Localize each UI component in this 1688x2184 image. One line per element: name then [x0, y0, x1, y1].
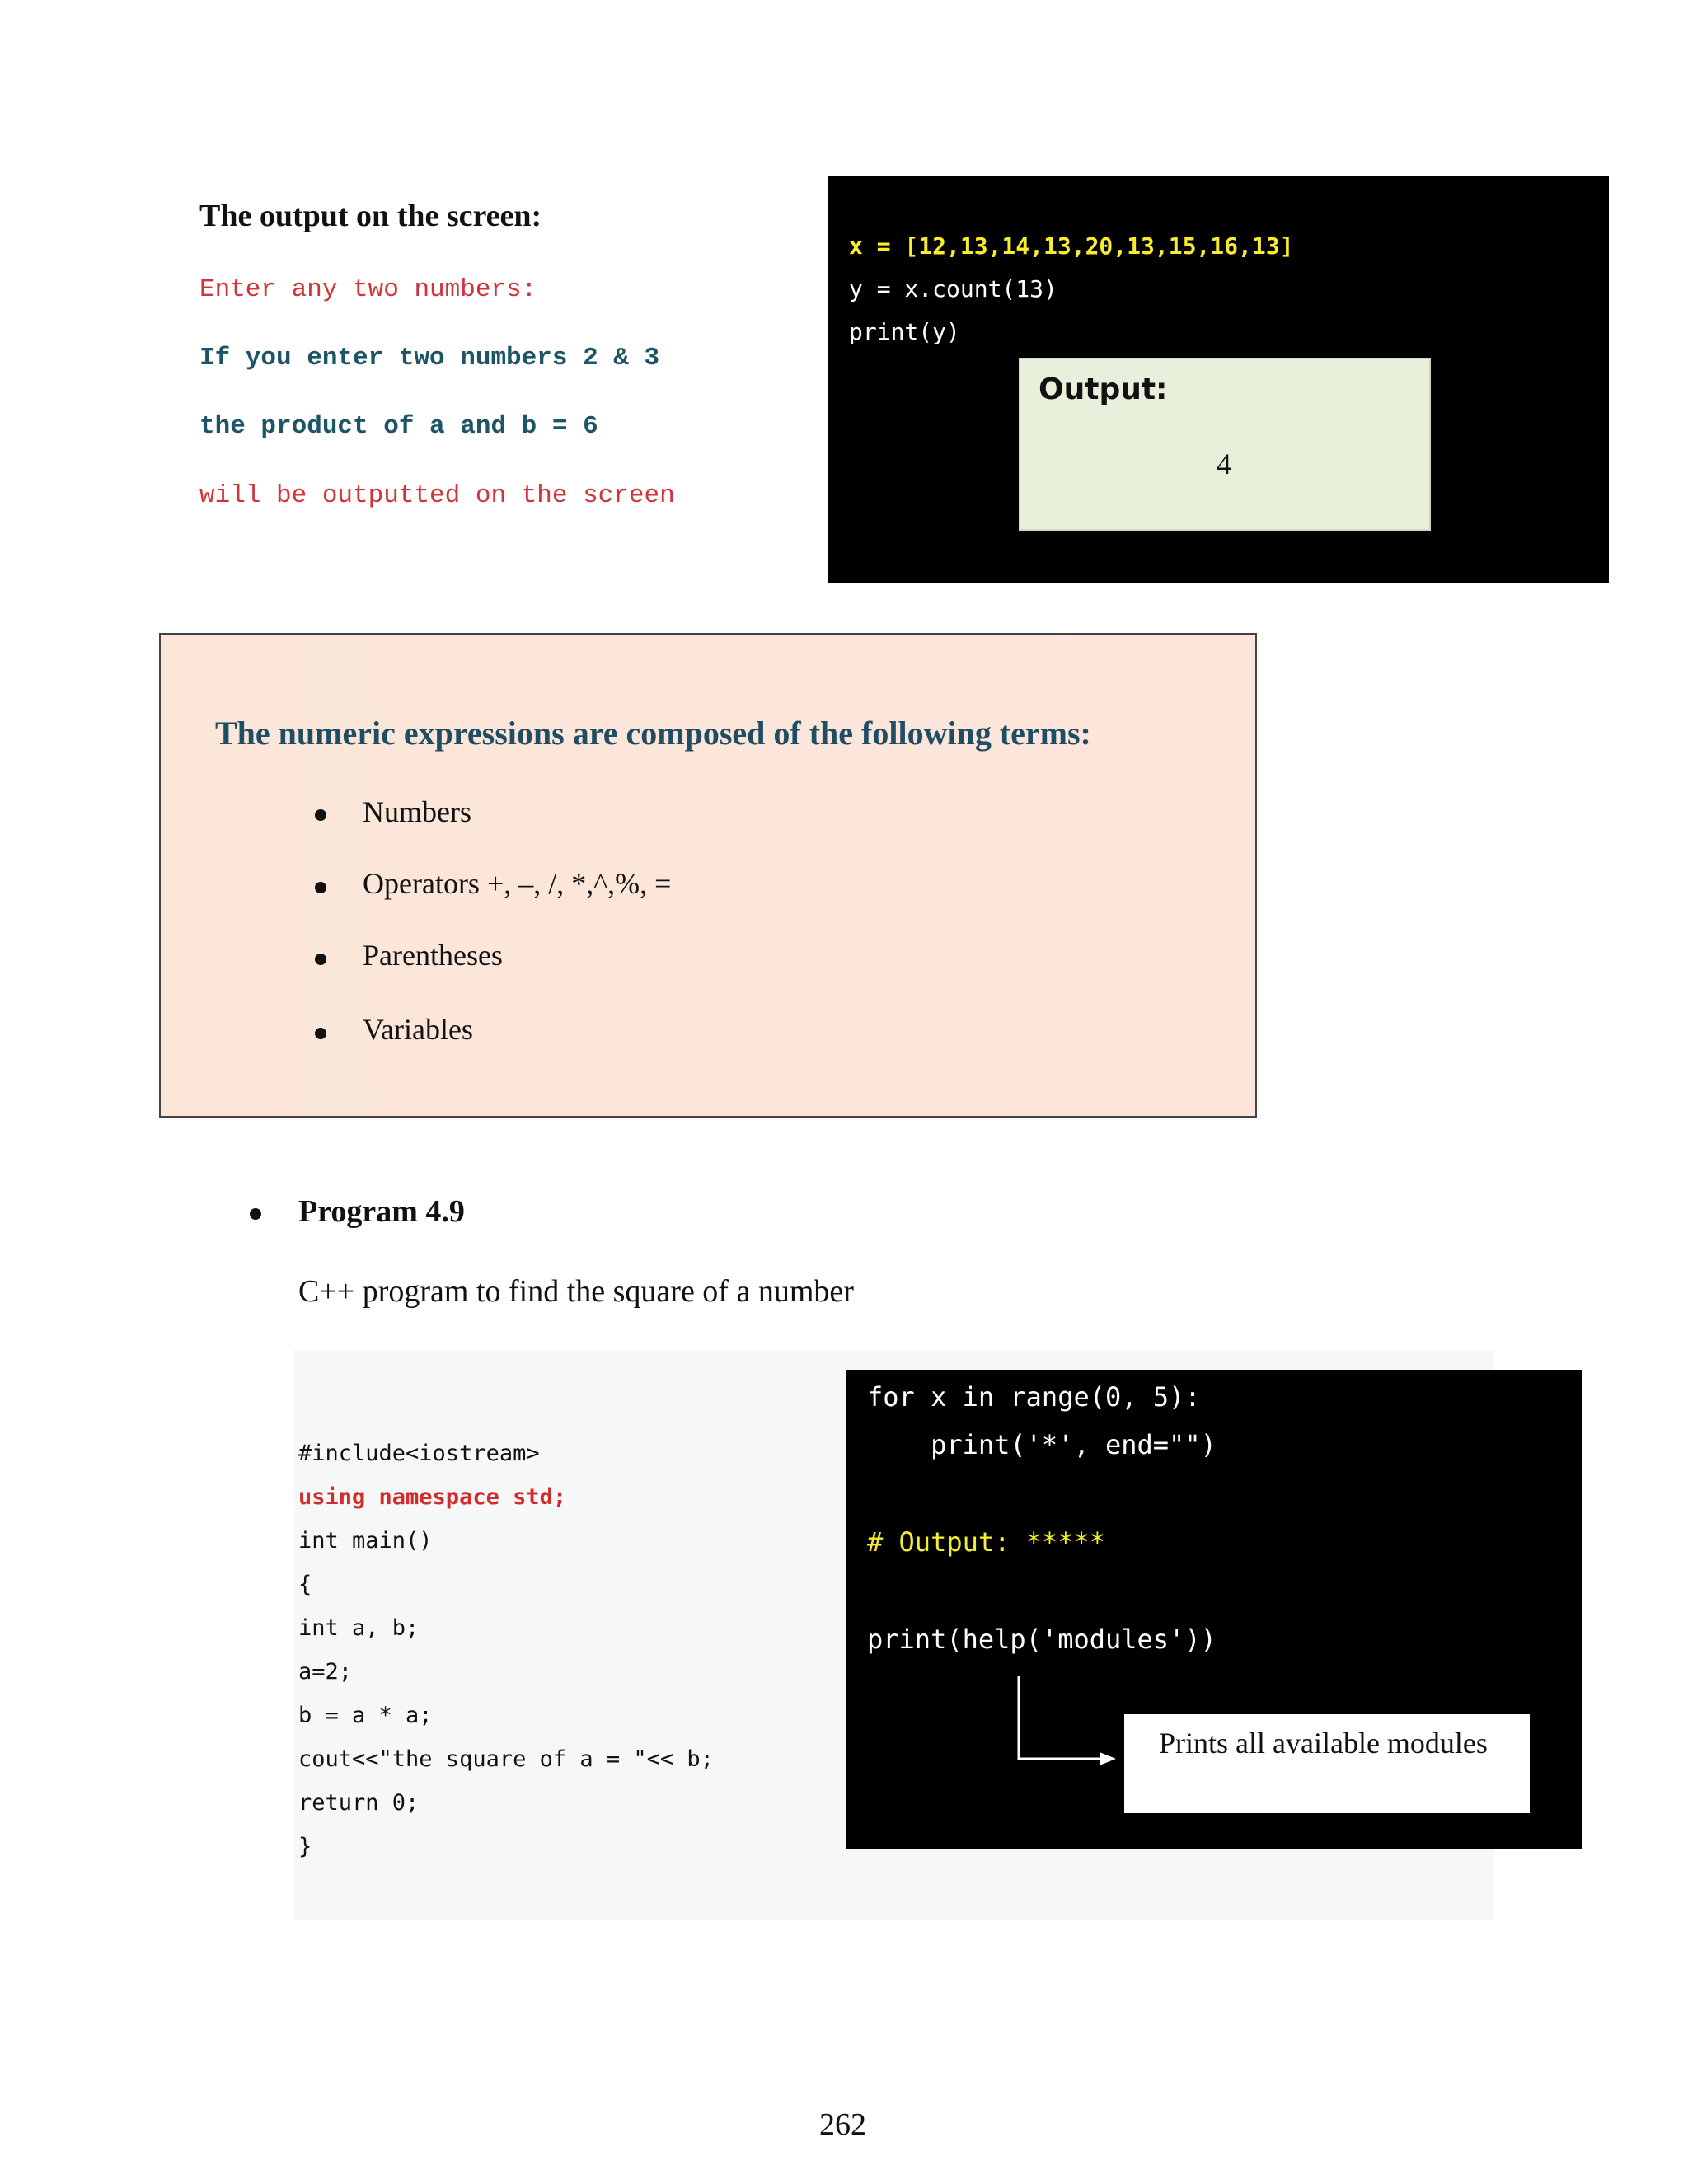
screen-output-line-2: If you enter two numbers 2 & 3: [199, 344, 660, 373]
arrow-right-icon: [1002, 1676, 1134, 1767]
cpp-line-5: int a, b;: [298, 1615, 420, 1641]
screen-output-line-4: will be outputted on the screen: [199, 481, 675, 510]
count-output-label: Output:: [1039, 373, 1168, 406]
loop-example-code-box: [846, 1370, 1582, 1849]
count-code-line-3: print(y): [849, 318, 960, 345]
loop-code-line-1: for x in range(0, 5):: [867, 1381, 1201, 1413]
terms-box: [159, 633, 1257, 1118]
count-code-line-1: x = [12,13,14,13,20,13,15,16,13]: [849, 232, 1294, 260]
screen-output-line-1: Enter any two numbers:: [199, 275, 537, 304]
cpp-line-6: a=2;: [298, 1659, 353, 1685]
loop-output-comment: # Output: *****: [867, 1526, 1105, 1558]
cpp-line-9: return 0;: [298, 1790, 420, 1816]
screen-output-line-3: the product of a and b = 6: [199, 412, 598, 441]
help-code-line: print(help('modules')): [867, 1624, 1217, 1655]
cpp-line-3: int main(): [298, 1528, 433, 1554]
count-code-line-2: y = x.count(13): [849, 275, 1057, 302]
loop-code-line-2: print('*', end=""): [867, 1429, 1217, 1460]
program-description: C++ program to find the square of a number: [298, 1274, 854, 1309]
count-output-value: 4: [1217, 448, 1231, 480]
bullet-icon: [315, 1028, 326, 1039]
cpp-line-7: b = a * a;: [298, 1703, 433, 1728]
screen-output-heading: The output on the screen:: [199, 199, 542, 233]
terms-heading: The numeric expressions are composed of the following terms:: [215, 715, 1091, 752]
cpp-line-10: }: [298, 1834, 312, 1859]
bullet-icon: [315, 882, 326, 893]
term-item: Variables: [363, 1013, 473, 1046]
bullet-icon: [250, 1208, 261, 1220]
cpp-line-4: {: [298, 1572, 312, 1597]
count-example-code-box: [828, 176, 1609, 583]
program-title: Program 4.9: [298, 1194, 465, 1229]
term-item: Numbers: [363, 795, 471, 828]
cpp-line-8: cout<<"the square of a = "<< b;: [298, 1746, 714, 1772]
count-output-box: [1019, 358, 1431, 531]
annotation-box: [1124, 1714, 1530, 1813]
bullet-icon: [315, 809, 326, 821]
term-item: Parentheses: [363, 939, 503, 972]
bullet-icon: [315, 954, 326, 965]
cpp-line-1: #include<iostream>: [298, 1441, 540, 1466]
page-number: 262: [819, 2107, 866, 2142]
annotation-text: Prints all available modules: [1159, 1727, 1488, 1760]
cpp-line-2: using namespace std;: [298, 1484, 567, 1510]
term-item: Operators +, –, /, *,^,%, =: [363, 867, 672, 900]
